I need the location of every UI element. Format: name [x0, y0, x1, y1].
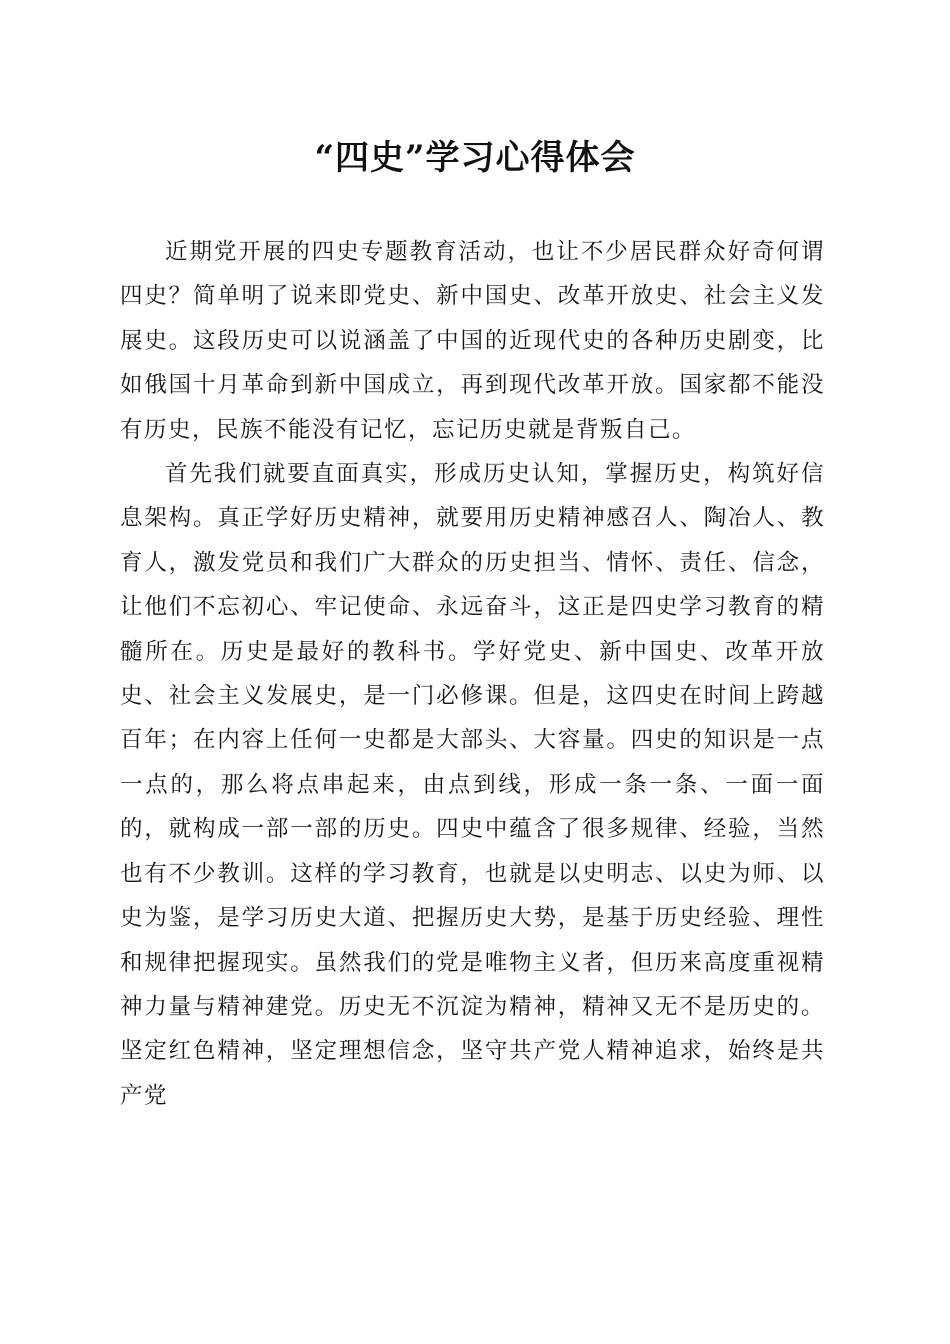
paragraph-2: 首先我们就要直面真实，形成历史认知，掌握历史，构筑好信息架构。真正学好历史精神，就要用历史精神感召人、陶冶人、教育人，激发党员和我们广大群众的历史担当、情怀、责任、信念，让他们不忘初心、牢记使命、永远奋斗，这正是四史学习教育的精髓所在。历史是最好的教科书。学好党史、新中国史、改革开放史、社会主义发展史，是一门必修课。但是，这四史在时间上跨越百年；在内容上任何一史都是大部头、大容量。四史的知识是一点一点的，那么将点串起来，由点到线，形成一条一条、一面一面的，就构成一部一部的历史。四史中蕴含了很多规律、经验，当然也有不少教训。这样的学习教育，也就是以史明志、以史为师、以史为鉴，是学习历史大道、把握历史大势，是基于历史经验、理性和规律把握现实。虽然我们的党是唯物主义者，但历来高度重视精神力量与精神建党。历史无不沉淀为精神，精神又无不是历史的。坚定红色精神，坚定理想信念，坚守共产党人精神追求，始终是共产党: [120, 461, 825, 1109]
paragraph-1: 近期党开展的四史专题教育活动，也让不少居民群众好奇何谓四史？简单明了说来即党史、新中国史、改革开放史、社会主义发展史。这段历史可以说涵盖了中国的近现代史的各种历史剧变，比如俄国十月革命到新中国成立，再到现代改革开放。国家都不能没有历史，民族不能没有记忆，忘记历史就是背叛自己。: [120, 239, 825, 443]
document-title: “四史”学习心得体会: [314, 138, 636, 178]
document-body: [120, 230, 825, 1118]
